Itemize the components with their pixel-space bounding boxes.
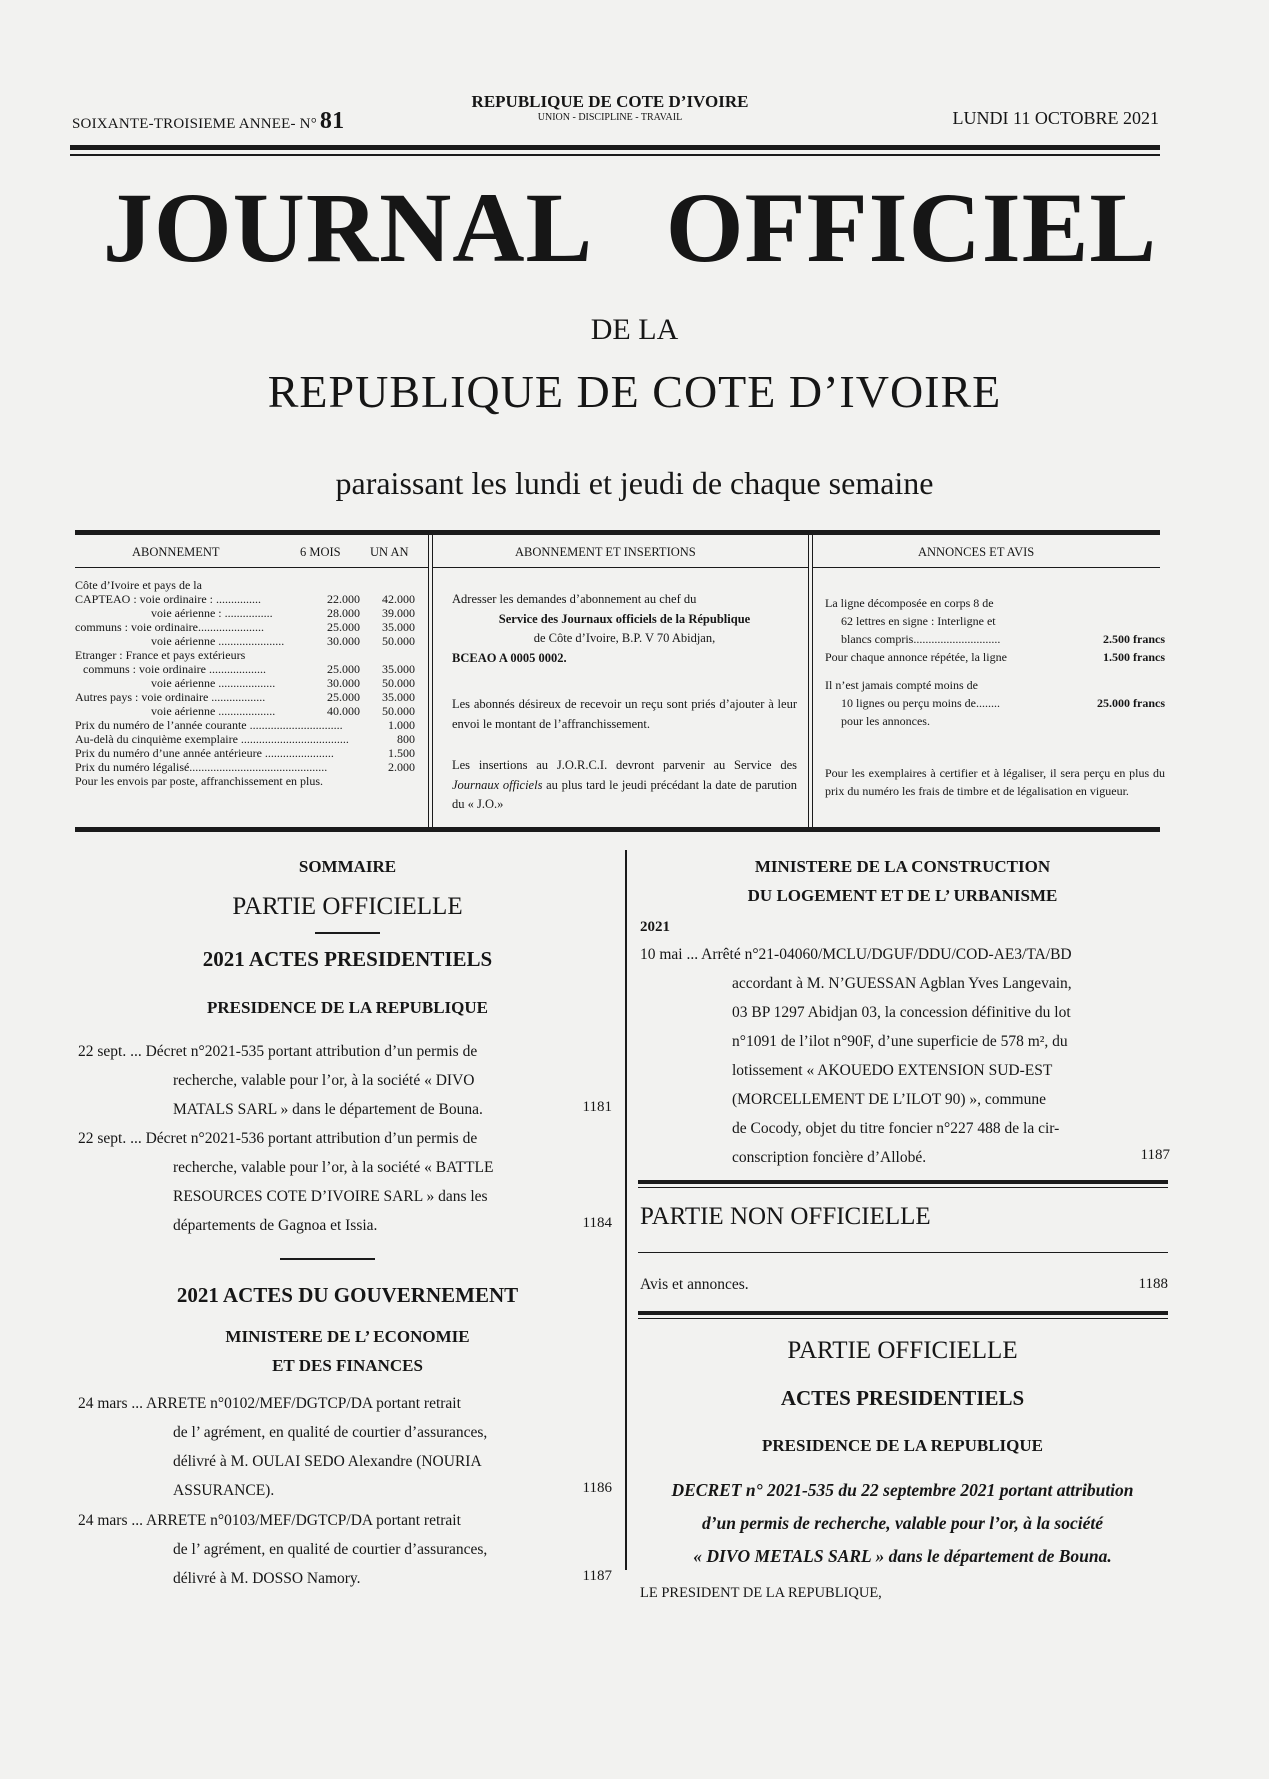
insertions-header-rule (433, 567, 808, 568)
entry-first-line: 24 mars ... ARRETE n°0102/MEF/DGTCP/DA portant retrait (78, 1395, 461, 1412)
rate-label: CAPTEAO : voie ordinaire : ............... (75, 592, 261, 606)
annonces-heading: ANNONCES ET AVIS (918, 545, 1035, 559)
annonces-rates (825, 594, 1165, 730)
rate-row (75, 606, 415, 620)
entry-line: conscription foncière d’Allobé. (732, 1149, 927, 1166)
rate-label: voie aérienne ................... (151, 704, 276, 718)
price-value: 1.000 (388, 718, 415, 732)
rate-row (75, 690, 415, 704)
price-row (75, 760, 415, 774)
rate-six-months (322, 648, 360, 662)
section-rule-thin (638, 1252, 1168, 1253)
rate-six-months: 30.000 (327, 676, 360, 690)
sommaire-entry-decret-535 (78, 1037, 612, 1124)
annonce-line: Il n’est jamais compté moins de (825, 678, 978, 692)
rate-one-year (360, 648, 415, 662)
decret-title-line: « DIVO METALS SARL » dans le département de Bouna. (693, 1546, 1112, 1566)
entry-line: de l’ agrément, en qualité de courtier d’assurances, (173, 1424, 488, 1441)
ministere-economie-heading-1: MINISTERE DE L’ ECONOMIE (225, 1327, 470, 1346)
rate-one-year (360, 578, 415, 592)
partie-officielle-heading-right: PARTIE OFFICIELLE (787, 1337, 1018, 1364)
subscription-rates (75, 578, 415, 788)
rate-one-year: 50.000 (382, 704, 415, 718)
entry-line: de l’ agrément, en qualité de courtier d’assurances, (173, 1541, 488, 1558)
price-value: 1.500 (388, 746, 415, 760)
rate-label: communs : voie ordinaire ................... (83, 662, 266, 676)
price-value: 2.000 (388, 760, 415, 774)
title-de-la: DE LA (590, 313, 679, 346)
president-heading: LE PRESIDENT DE LA REPUBLIQUE, (640, 1585, 882, 1601)
entry-line: (MORCELLEMENT DE L’ILOT 90) », commune (732, 1091, 1046, 1108)
page-number: 1188 (1138, 1276, 1168, 1292)
rate-row (75, 620, 415, 634)
section-rule-thick (638, 1311, 1168, 1315)
entry-line: RESOURCES COTE D’IVOIRE SARL » dans les (173, 1188, 488, 1205)
issue-date: LUNDI 11 OCTOBRE 2021 (952, 108, 1159, 128)
deadline-text-b: Journaux officiels (452, 777, 543, 792)
page-number: 1186 (582, 1480, 612, 1496)
header-rule-thin (70, 154, 1160, 156)
decret-title-line: DECRET n° 2021-535 du 22 septembre 2021 portant attribution (671, 1480, 1134, 1500)
entry-first-line: 10 mai ... Arrêté n°21-04060/MCLU/DGUF/DDU/COD-AE3/TA/BD (640, 946, 1072, 963)
rate-one-year: 35.000 (382, 662, 415, 676)
sommaire-entry-arrete-0103 (78, 1506, 612, 1593)
sommaire-entry-decret-536 (78, 1124, 612, 1240)
rate-one-year: 35.000 (382, 620, 415, 634)
rate-six-months: 25.000 (327, 690, 360, 704)
partie-non-officielle-heading: PARTIE NON OFFICIELLE (640, 1203, 931, 1230)
entry-line: délivré à M. DOSSO Namory. (173, 1570, 361, 1587)
entry-first-line: 22 sept. ... Décret n°2021-536 portant attribution d’un permis de (78, 1130, 478, 1147)
price-label: Prix du numéro d’une année antérieure ....................... (75, 746, 334, 760)
insertions-deadline-note (452, 756, 797, 815)
column-separator (625, 850, 627, 1570)
rate-label: Etranger : France et pays extérieurs (75, 648, 246, 662)
rate-label: voie aérienne : ................ (151, 606, 273, 620)
entry-line: délivré à M. OULAI SEDO Alexandre (NOURIA (173, 1453, 482, 1470)
entry-line: 03 BP 1297 Abidjan 03, la concession définitive du lot (732, 1004, 1071, 1021)
decret-title-line: d’un permis de recherche, valable pour l’or, à la société (701, 1513, 1103, 1533)
entry-line: lotissement « AKOUEDO EXTENSION SUD-EST (732, 1062, 1053, 1079)
edition-year-label: SOIXANTE-TROISIEME ANNEE- N° (72, 116, 317, 132)
price-row (75, 718, 415, 732)
rate-one-year: 35.000 (382, 690, 415, 704)
edition-line (72, 108, 344, 135)
rate-label: voie aérienne ................... (151, 676, 276, 690)
box-divider-1 (428, 532, 433, 830)
short-rule (280, 1258, 375, 1260)
rate-one-year: 50.000 (382, 676, 415, 690)
rate-one-year: 50.000 (382, 634, 415, 648)
entry-line: accordant à M. N’GUESSAN Agblan Yves Langevain, (732, 975, 1072, 992)
insertions-account: BCEAO A 0005 0002. (452, 650, 567, 665)
country-name: REPUBLIQUE DE COTE D’IVOIRE (471, 92, 749, 111)
actes-presidentiels-heading: 2021 ACTES PRESIDENTIELS (202, 947, 493, 971)
insertions-postal: de Côte d’Ivoire, B.P. V 70 Abidjan, (533, 631, 716, 645)
price-label: Au-delà du cinquième exemplaire .................................... (75, 732, 349, 746)
insertions-heading: ABONNEMENT ET INSERTIONS (515, 545, 696, 559)
annonce-price: 25.000 francs (1097, 696, 1165, 710)
insertions-receipt-note: Les abonnés désireux de recevoir un reçu sont priés d’ajouter à leur envoi le montant de l’affranchissement. (452, 697, 797, 731)
rate-label: communs : voie ordinaire...................... (75, 620, 264, 634)
price-value: 800 (397, 732, 415, 746)
insertions-service: Service des Journaux officiels de la République (498, 611, 751, 626)
entry-first-line: 22 sept. ... Décret n°2021-535 portant attribution d’un permis de (78, 1043, 478, 1060)
entry-line: départements de Gagnoa et Issia. (173, 1217, 378, 1234)
presidence-heading: PRESIDENCE DE LA REPUBLIQUE (206, 998, 489, 1017)
page-number: 1181 (582, 1099, 612, 1115)
rate-six-months (322, 578, 360, 592)
annonces-header-rule (813, 567, 1160, 568)
entry-first-line: 24 mars ... ARRETE n°0103/MEF/DGTCP/DA portant retrait (78, 1512, 461, 1529)
short-rule (315, 932, 380, 934)
one-year-heading: UN AN (370, 545, 409, 559)
issue-number: 81 (319, 108, 345, 134)
year-label: 2021 (640, 919, 670, 935)
page-number: 1187 (582, 1568, 612, 1584)
partie-officielle-heading: PARTIE OFFICIELLE (232, 893, 463, 920)
section-rule-thin (638, 1187, 1168, 1188)
abonnement-header-rule (75, 567, 428, 568)
rate-row (75, 648, 415, 662)
actes-presidentiels-heading-right: ACTES PRESIDENTIELS (780, 1386, 1025, 1410)
entry-line: recherche, valable pour l’or, à la société « DIVO (173, 1072, 475, 1089)
rate-row (75, 704, 415, 718)
price-label: Prix du numéro légalisé.............................................. (75, 760, 328, 774)
ministere-economie-heading-2: ET DES FINANCES (272, 1356, 423, 1375)
rate-row (75, 578, 415, 592)
rate-row (75, 592, 415, 606)
rate-one-year: 42.000 (382, 592, 415, 606)
rate-six-months: 30.000 (327, 634, 360, 648)
rate-row (75, 662, 415, 676)
rate-label: voie aérienne ...................... (151, 634, 285, 648)
postage-note: Pour les envois par poste, affranchissement en plus. (75, 774, 324, 788)
rate-row (75, 676, 415, 690)
insertions-lead: Adresser les demandes d’abonnement au chef du (452, 592, 697, 606)
price-label: Prix du numéro de l’année courante ............................... (75, 718, 343, 732)
country-header (440, 92, 780, 123)
entry-line: ASSURANCE). (173, 1482, 275, 1499)
avis-annonces-entry: Avis et annonces. (640, 1276, 749, 1293)
annonce-price: 2.500 francs (1103, 632, 1165, 646)
ministere-construction-heading-1: MINISTERE DE LA CONSTRUCTION (754, 857, 1051, 876)
sommaire-entry-arrete-construction (640, 940, 1170, 1172)
publication-frequency: paraissant les lundi et jeudi de chaque semaine (335, 465, 934, 501)
presidence-heading-right: PRESIDENCE DE LA REPUBLIQUE (761, 1436, 1044, 1455)
rate-label: Autres pays : voie ordinaire .................. (75, 690, 266, 704)
six-months-heading: 6 MOIS (300, 545, 341, 559)
rate-six-months: 28.000 (327, 606, 360, 620)
title-republic: REPUBLIQUE DE COTE D’IVOIRE (267, 366, 1002, 417)
annonces-legalisation-note: Pour les exemplaires à certifier et à légaliser, il sera perçu en plus du prix du numéro les frais de timbre et de légalisation en vigueur. (825, 766, 1165, 798)
rate-label: Côte d’Ivoire et pays de la (75, 578, 202, 592)
page-number: 1187 (1140, 1147, 1170, 1163)
actes-gouvernement-heading: 2021 ACTES DU GOUVERNEMENT (176, 1283, 519, 1307)
rate-row (75, 634, 415, 648)
journal-title: JOURNAL OFFICIEL (102, 172, 1158, 283)
rate-six-months: 25.000 (327, 662, 360, 676)
entry-line: MATALS SARL » dans le département de Bouna. (173, 1101, 483, 1118)
entry-line: recherche, valable pour l’or, à la société « BATTLE (173, 1159, 494, 1176)
annonce-price: 1.500 francs (1103, 650, 1165, 664)
price-row (75, 732, 415, 746)
ministere-construction-heading-2: DU LOGEMENT ET DE L’ URBANISME (747, 886, 1058, 905)
section-rule-thin (638, 1318, 1168, 1319)
rate-six-months: 25.000 (327, 620, 360, 634)
country-motto: UNION - DISCIPLINE - TRAVAIL (537, 112, 683, 123)
sommaire-heading: SOMMAIRE (298, 857, 397, 876)
annonce-line: pour les annonces. (841, 714, 930, 728)
insertions-address (452, 590, 797, 668)
page-number: 1184 (582, 1215, 612, 1231)
section-rule-thick (638, 1180, 1168, 1184)
deadline-text-c: au plus tard le jeudi précédant la date de parution du « J.O.» (452, 777, 798, 811)
annonce-line: 62 lettres en signe : Interligne et (841, 614, 996, 628)
rate-six-months: 40.000 (327, 704, 360, 718)
annonce-line: La ligne décomposée en corps 8 de (825, 596, 994, 610)
header-rule-thick (70, 145, 1160, 150)
annonce-line: blancs compris............................. (841, 632, 1001, 646)
price-row (75, 746, 415, 760)
entry-line: n°1091 de l’ilot n°90F, d’une superficie de 578 m², du (732, 1033, 1068, 1050)
abonnement-heading: ABONNEMENT (132, 545, 220, 559)
rate-six-months: 22.000 (327, 592, 360, 606)
deadline-text-a: Les insertions au J.O.R.C.I. devront parvenir au Service des (452, 758, 797, 772)
annonce-line: 10 lignes ou perçu moins de........ (841, 696, 1000, 710)
annonce-line: Pour chaque annonce répétée, la ligne (825, 650, 1007, 664)
entry-line: de Cocody, objet du titre foncier n°227 488 de la cir- (732, 1120, 1060, 1137)
decret-title (640, 1474, 1165, 1573)
rate-one-year: 39.000 (382, 606, 415, 620)
box-divider-2 (808, 532, 813, 830)
sommaire-entry-arrete-0102 (78, 1389, 612, 1505)
